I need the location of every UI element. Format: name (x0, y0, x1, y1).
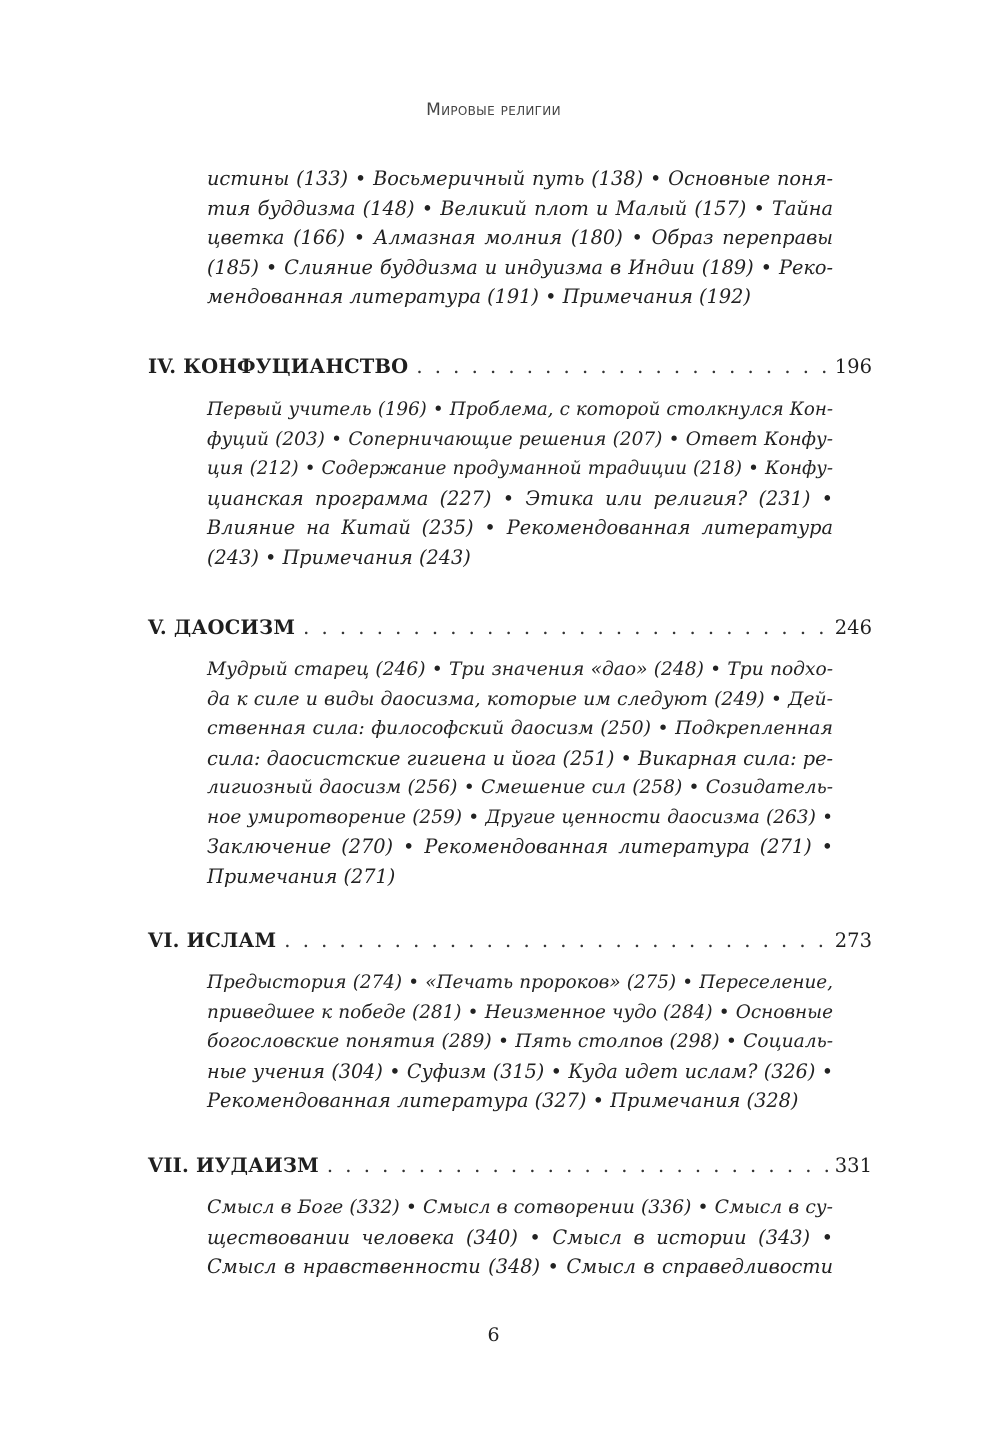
toc-section-list-confucianism (207, 395, 833, 572)
chapter-page-number: 331 (834, 1154, 872, 1177)
toc-line: тия буддизма (148) • Великий плот и Малый (157) • Тайна (207, 196, 833, 220)
toc-line: приведшее к победе (281) • Неизменное чудо (284) • Основные (207, 1001, 833, 1023)
dot-leader (327, 1152, 829, 1180)
toc-line: сила: даосистские гигиена и йога (251) • Викарная сила: ре- (207, 746, 833, 770)
toc-line: Предыстория (274) • «Печать пророков» (275) • Переселение, (207, 972, 833, 993)
toc-chapter-taoism[interactable] (148, 614, 872, 642)
dot-leader (416, 353, 828, 381)
page-number: 6 (487, 1324, 500, 1346)
toc-chapter-islam[interactable] (148, 927, 872, 955)
toc-line: цветка (166) • Алмазная молния (180) • Образ переправы (207, 226, 833, 249)
toc-line: (243) • Примечания (243) (207, 545, 471, 569)
toc-line: ственная сила: философский даосизм (250) • Подкрепленная (207, 718, 833, 739)
toc-line: цианская программа (227) • Этика или религия? (231) • (207, 486, 833, 510)
toc-line: (185) • Слияние буддизма и индуизма в Индии (189) • Реко- (207, 255, 833, 279)
toc-line: да к силе и виды даосизма, которые им следуют (249) • Дей- (207, 688, 833, 710)
toc-line: Смысл в Боге (332) • Смысл в сотворении (336) • Смысл в су- (207, 1197, 833, 1218)
toc-line: истины (133) • Восьмеричный путь (138) • Основные поня- (207, 167, 833, 190)
toc-line: Рекомендованная литература (327) • Примечания (328) (207, 1089, 799, 1112)
toc-line: фуций (203) • Соперничающие решения (207) • Ответ Конфу- (207, 428, 833, 450)
toc-line: Примечания (271) (207, 864, 396, 888)
toc-section-list-judaism (207, 1193, 833, 1282)
toc-chapter-confucianism[interactable] (148, 353, 872, 381)
toc-line: Мудрый старец (246) • Три значения «дао» (248) • Три подхо- (207, 659, 833, 680)
toc-chapter-judaism[interactable] (148, 1152, 872, 1180)
toc-line: Влияние на Китай (235) • Рекомендованная литература (207, 516, 833, 539)
chapter-title: VII. ИУДАИЗМ (148, 1154, 319, 1177)
toc-line: ное умиротворение (259) • Другие ценности даосизма (263) • (207, 806, 833, 828)
toc-line: ция (212) • Содержание продуманной традиции (218) • Конфу- (207, 458, 833, 479)
toc-line: богословские понятия (289) • Пять столпов (298) • Социаль- (207, 1031, 833, 1052)
toc-line: лигиозный даосизм (256) • Смешение сил (258) • Созидатель- (207, 777, 833, 798)
running-head: Мировые религии (426, 100, 561, 120)
chapter-page-number: 196 (834, 355, 872, 378)
toc-line: ществовании человека (340) • Смысл в истории (343) • (207, 1225, 833, 1249)
toc-section-list-islam (207, 968, 833, 1116)
chapter-title: IV. КОНФУЦИАНСТВО (148, 355, 409, 378)
chapter-page-number: 246 (834, 616, 872, 639)
toc-line: Смысл в нравственности (348) • Смысл в справедливости (207, 1255, 833, 1278)
toc-line: Заключение (270) • Рекомендованная литература (271) • (207, 835, 833, 858)
chapter-title: VI. ИСЛАМ (148, 929, 277, 952)
dot-leader (303, 614, 829, 642)
toc-section-list-taoism (207, 655, 833, 891)
toc-line: ные учения (304) • Суфизм (315) • Куда идет ислам? (326) • (207, 1059, 833, 1083)
dot-leader (284, 927, 828, 955)
toc-line: мендованная литература (191) • Примечания (192) (207, 285, 751, 308)
toc-line: Первый учитель (196) • Проблема, с которой столкнулся Кон- (207, 399, 833, 420)
toc-section-list-buddhism (207, 164, 833, 312)
chapter-page-number: 273 (834, 929, 872, 952)
chapter-title: V. ДАОСИЗМ (148, 616, 296, 639)
